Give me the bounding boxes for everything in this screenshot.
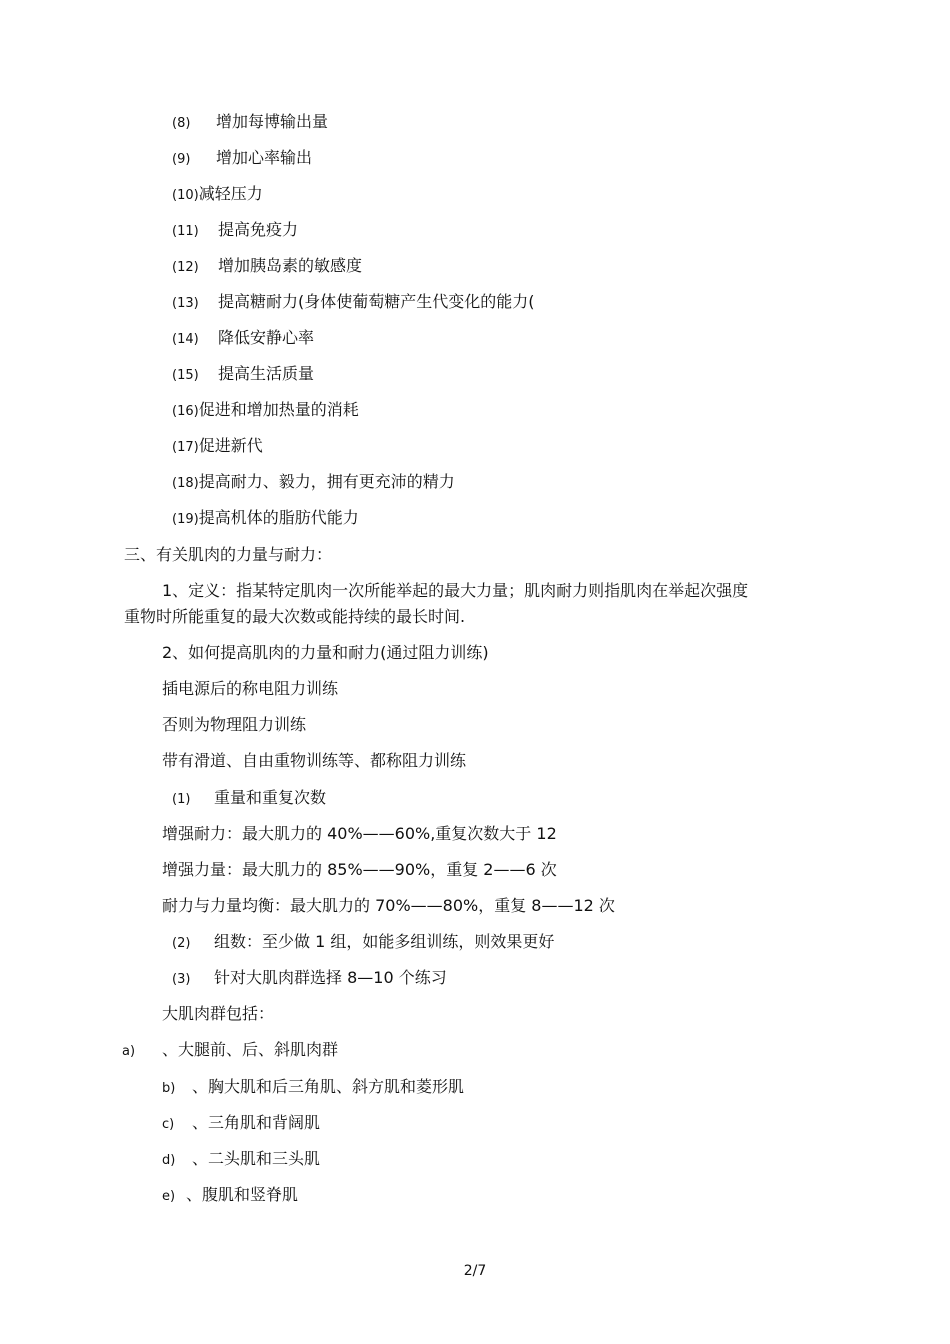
item-text: 促进新代 (198, 436, 263, 455)
list-item (162, 1077, 464, 1099)
endurance-line: 增强耐力：最大肌力的 40%——60%,重复次数大于 12 (162, 824, 557, 843)
item-text: 重量和重复次数 (214, 788, 327, 807)
list-item (162, 1185, 298, 1207)
item-text: 增加心率输出 (216, 148, 313, 167)
item-text: 、胸大肌和后三角肌、斜方肌和菱形肌 (192, 1077, 465, 1096)
item-number: (15) (172, 368, 199, 383)
balance-line: 耐力与力量均衡：最大肌力的 70%——80%，重复 8——12 次 (162, 896, 615, 915)
list-item (172, 220, 298, 242)
item-text: 减轻压力 (198, 184, 263, 203)
strength-line: 增强力量：最大肌力的 85%——90%，重复 2——6 次 (162, 860, 557, 879)
item-text: 组数：至少做 1 组，如能多组训练，则效果更好 (214, 932, 555, 951)
item-text: 提高糖耐力(身体使葡萄糖产生代变化的能力( (218, 292, 535, 311)
item-number: (3) (172, 972, 191, 987)
item-number: (17) (172, 440, 199, 455)
list-item (172, 292, 535, 314)
item-number: b) (162, 1081, 176, 1096)
item-text: 针对大肌肉群选择 8—10 个练习 (214, 968, 447, 987)
item-text: 提高机体的脂肪代能力 (198, 508, 359, 527)
list-item (172, 328, 314, 350)
list-item (172, 436, 263, 458)
list-item (172, 256, 362, 278)
paragraph: 插电源后的称电阻力训练 (162, 679, 339, 698)
definition-line-2: 重物时所能重复的最大次数或能持续的最长时间. (124, 607, 466, 626)
list-item (172, 788, 326, 810)
item-number: (13) (172, 296, 199, 311)
item-number: (12) (172, 260, 199, 275)
item-text: 、腹肌和竖脊肌 (186, 1185, 299, 1204)
item-text: 提高生活质量 (218, 364, 315, 383)
item-text: 、二头肌和三头肌 (192, 1149, 321, 1168)
item-text: 增加胰岛素的敏感度 (218, 256, 363, 275)
section-heading: 三、有关肌肉的力量与耐力： (124, 545, 333, 564)
item-number: (11) (172, 224, 199, 239)
list-item (172, 932, 554, 954)
item-number: (14) (172, 332, 199, 347)
item-number: (18) (172, 476, 199, 491)
page-number: 2/7 (463, 1263, 487, 1279)
item-number: (1) (172, 792, 191, 807)
item-number: (2) (172, 936, 191, 951)
paragraph: 带有滑道、自由重物训练等、都称阻力训练 (162, 751, 467, 770)
item-number: a) (122, 1044, 136, 1059)
groups-intro: 大肌肉群包括： (162, 1004, 275, 1023)
item-number: (10) (172, 188, 199, 203)
list-item (172, 184, 263, 206)
list-item (172, 472, 455, 494)
item-number: e) (162, 1189, 176, 1204)
item-number: (16) (172, 404, 199, 419)
list-item (172, 508, 359, 530)
item-text: 、三角肌和背阔肌 (192, 1113, 321, 1132)
list-item (172, 400, 359, 422)
item-text: 提高耐力、毅力，拥有更充沛的精力 (198, 472, 455, 491)
item-text: 提高免疫力 (218, 220, 299, 239)
item-number: (8) (172, 116, 191, 131)
item-number: c) (162, 1117, 175, 1132)
item-text: 、大腿前、后、斜肌肉群 (162, 1040, 339, 1059)
item-text: 增加每博输出量 (216, 112, 329, 131)
list-item (162, 1113, 320, 1135)
list-item (172, 968, 447, 990)
item-text: 促进和增加热量的消耗 (198, 400, 359, 419)
list-item (172, 364, 314, 386)
item-number: (9) (172, 152, 191, 167)
list-item (172, 148, 312, 170)
item-number: d) (162, 1153, 176, 1168)
item-number: (19) (172, 512, 199, 527)
list-item (122, 1040, 338, 1062)
definition-line-1: 1、定义：指某特定肌肉一次所能举起的最大力量；肌肉耐力则指肌肉在举起次强度 (162, 581, 749, 600)
paragraph: 否则为物理阻力训练 (162, 715, 307, 734)
item-text: 降低安静心率 (218, 328, 315, 347)
how-to-improve: 2、如何提高肌肉的力量和耐力(通过阻力训练) (162, 643, 489, 662)
list-item (172, 112, 328, 134)
list-item (162, 1149, 320, 1171)
